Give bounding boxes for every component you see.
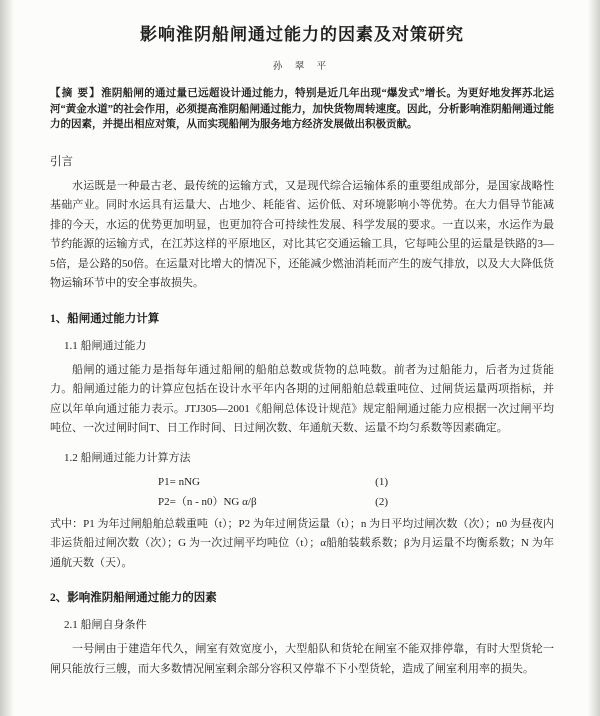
scan-edge-right — [588, 0, 600, 716]
intro-heading: 引言 — [50, 155, 73, 168]
paper-title: 影响淮阴船闸通过能力的因素及对策研究 — [140, 25, 464, 44]
formula-1-number: (1) — [375, 475, 388, 488]
formula-2-row — [158, 492, 388, 512]
section-1-1-paragraph: 船闸的通过能力是指每年通过船闸的船舶总数或货物的总吨数。前者为过船能力，后者为过货能力。船闸通过能力的计算应包括在设计水平年内各期的过闸船舶总载重吨位、过闸货运量两项指标，并应以年单向通过能力表示。JTJ305—2001《船闸总体设计规范》规定船闸通过能力应根据一次过闸平均吨位、一次过闸时间T、日工作时间、日过闸次数、年通航天数、运量不均匀系数等因素确定。 — [50, 363, 554, 434]
formula-2-number: (2) — [375, 495, 388, 508]
scan-edge-left — [0, 0, 14, 716]
section-2-1-heading: 2.1 船闸自身条件 — [64, 619, 147, 631]
formula-1-row — [158, 472, 388, 492]
intro-paragraph: 水运既是一种最古老、最传统的运输方式，又是现代综合运输体系的重要组成部分，是国家战略性基础产业。同时水运具有运量大、占地少、耗能省、运价低、对环境影响小等优势。在大力倡导节能减排的今天，水运的优势更加明显，也更加符合可持续性发展、科学发展的要求。一直以来，水运作为最节约能源的运输方式，在江苏这样的平原地区，对比其它交通运输工具，它每吨公里的运量是铁路的3—5倍，是公路的50倍。在运量对比增大的情况下，还能减少燃油消耗而产生的废气排放，以及大大降低货物运输环节中的安全事故损失。 — [50, 179, 554, 289]
section-2-heading: 2、影响淮阴船闸通过能力的因素 — [50, 592, 217, 604]
abstract-label: 【摘 要】 — [50, 88, 102, 99]
section-2-1-paragraph: 一号闸由于建造年代久，闸室有效宽度小，大型船队和货轮在闸室不能双排停靠，有时大型货轮一闸只能放行三艘，而大多数情况闸室剩余部分容积又停靠不下小型货轮，造成了闸室利用率的损失。 — [50, 643, 554, 675]
formula-2-expression: P2=（n - n0）NG α/β — [158, 495, 257, 508]
paper-content — [50, 24, 554, 679]
formula-notes-paragraph: 式中：P1 为年过闸船舶总载重吨（t）；P2 为年过闸货运量（t）；n 为日平均过闸次数（次）；n0 为昼夜内非运货船过闸次数（次）；G 为一次过闸平均吨位（t）；α船舶装载系数；β为月运量不均衡系数；N 为年通航天数（天）。 — [50, 517, 554, 569]
paper-author: 孙 翠 平 — [272, 62, 332, 72]
section-1-heading: 1、船闸通过能力计算 — [50, 312, 160, 325]
formula-block — [158, 472, 388, 512]
section-1-2-heading: 1.2 船闸通过能力计算方法 — [64, 451, 191, 464]
abstract-paragraph — [50, 86, 554, 133]
section-1-1-heading: 1.1 船闸通过能力 — [64, 339, 147, 352]
formula-1-expression: P1= nNG — [158, 475, 200, 488]
abstract-text: 淮阴船闸的通过量已远超设计通过能力，特别是近几年出现“爆发式”增长。为更好地发挥苏北运河“黄金水道”的社会作用，必须提高淮阴船闸通过能力，加快货物周转速度。因此，分析影响淮阴船闸通过能力的因素，并提出相应对策，从而实现船闸为服务地方经济发展做出积极贡献。 — [50, 88, 555, 130]
